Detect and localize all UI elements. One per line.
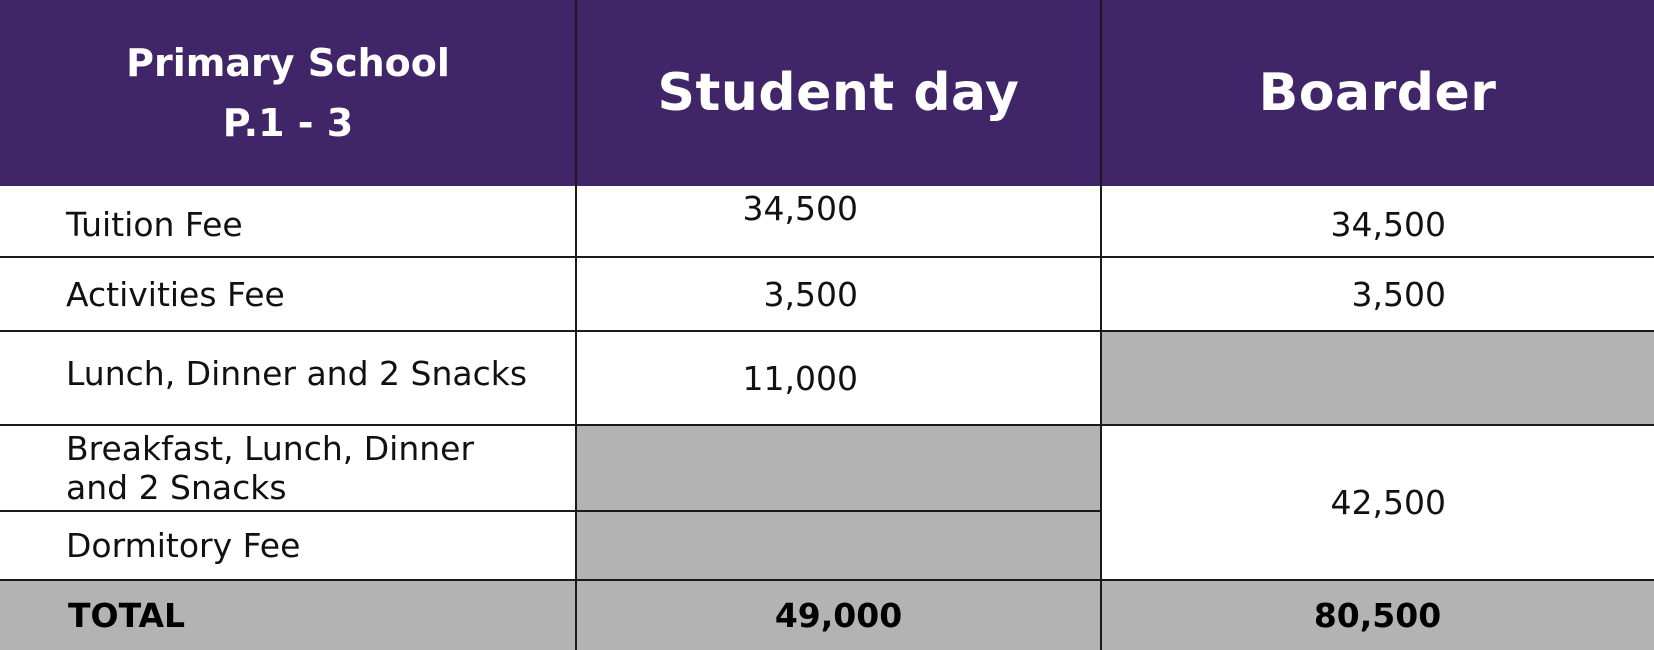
student-day-lunch-dinner: 11,000: [742, 358, 858, 398]
row-divider-2: [0, 330, 1654, 332]
boarder-full-board-and-dormitory: 42,500: [1330, 483, 1446, 522]
column-divider-2: [1100, 0, 1102, 650]
total-boarder: 80,500: [1313, 595, 1442, 635]
row-label-full-board-line1: Breakfast, Lunch, Dinner: [66, 429, 475, 468]
column-divider-1: [575, 0, 577, 650]
row-label-activities: Activities Fee: [66, 275, 285, 314]
header-boarder-label: Boarder: [1258, 63, 1497, 123]
header-student-day: [576, 0, 1101, 186]
header-primary-school: [0, 0, 576, 186]
student-day-activities: 3,500: [763, 275, 858, 314]
row-label-full-board: [0, 425, 576, 511]
row-label-full-board-line2: and 2 Snacks: [66, 468, 287, 507]
header-grade-range: P.1 - 3: [222, 101, 354, 145]
row-label-tuition: Tuition Fee: [66, 204, 243, 244]
row-label-dormitory: Dormitory Fee: [66, 526, 301, 565]
header-student-day-label: Student day: [657, 63, 1020, 123]
total-label: TOTAL: [68, 595, 186, 635]
student-day-unavailable: [576, 425, 1101, 580]
row-divider-4: [0, 510, 1101, 512]
row-divider-3: [0, 424, 1654, 426]
row-divider-5: [0, 579, 1654, 581]
boarder-activities: 3,500: [1351, 275, 1446, 314]
boarder-tuition: 34,500: [1330, 204, 1446, 244]
row-divider-1: [0, 256, 1654, 258]
total-student-day: 49,000: [774, 595, 903, 635]
student-day-tuition: 34,500: [742, 188, 858, 228]
boarder-meal-unavailable: [1101, 331, 1654, 425]
row-label-lunch-dinner: Lunch, Dinner and 2 Snacks: [66, 353, 528, 393]
header-boarder: [1101, 0, 1654, 186]
header-school-title: Primary School: [126, 41, 450, 85]
